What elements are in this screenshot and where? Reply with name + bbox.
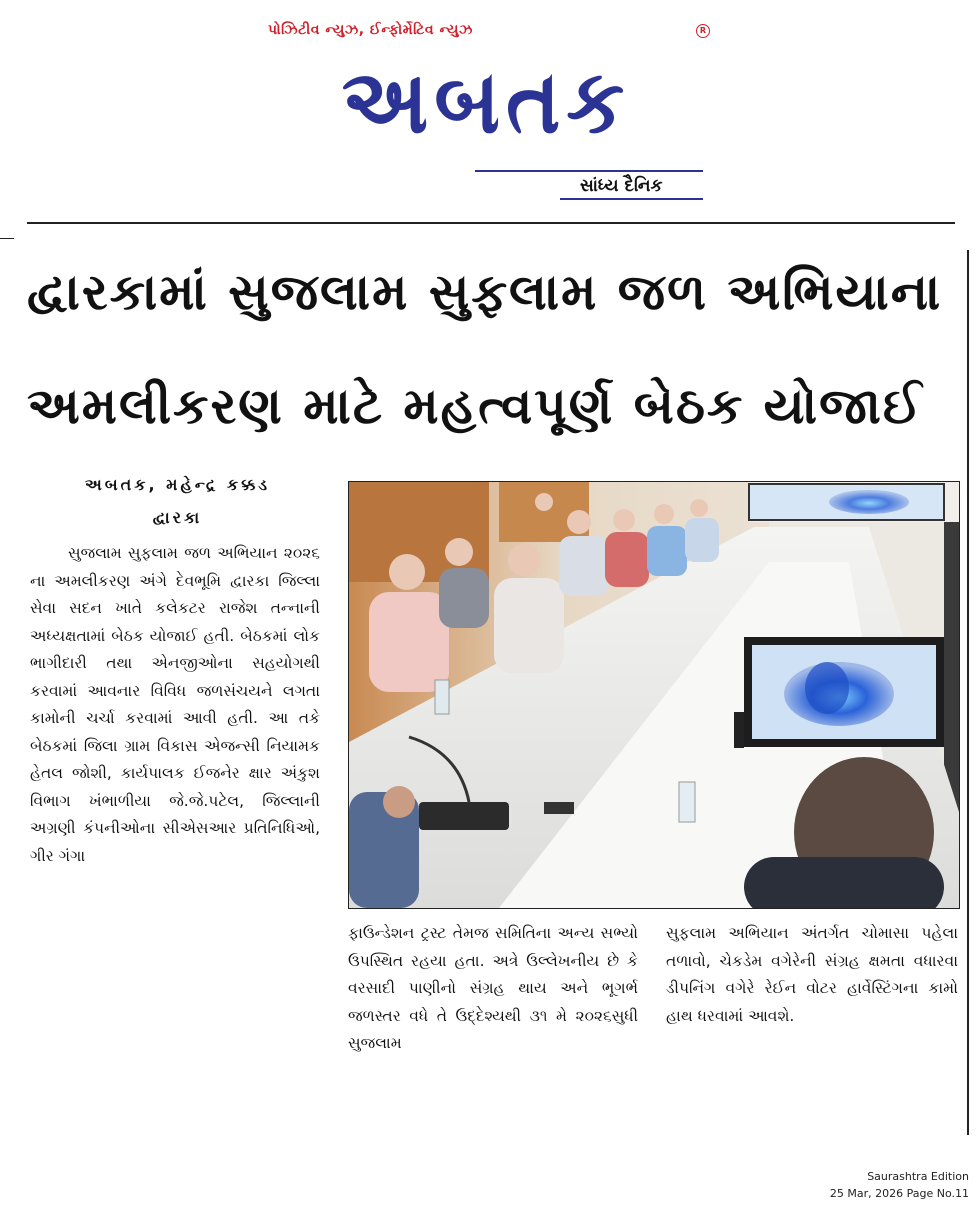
logo-underline: [475, 170, 703, 172]
subtitle-underline: [560, 198, 703, 200]
margin-tick: [0, 238, 14, 239]
article-column-2: ફાઉન્ડેશન ટ્રસ્ટ તેમજ સમિતિના અન્ય સભ્યો ઉપસ્થિત રહયા હતા. અત્રે ઉલ્લેખનીય છે કે વરસાદી પાણીનો સંગ્રહ થાય અને ભૂગર્ભ જળસ્તર વધે તે ઉદ્દેશ્યથી ૩૧ મે ૨૦૨૬સુધી સુજલામ: [348, 924, 638, 1052]
byline: અબતક, મહેન્દ્ર કક્કડ: [84, 475, 271, 494]
edition-info: [830, 1168, 969, 1202]
meeting-room-photo: [349, 482, 959, 908]
header-divider: [27, 222, 955, 224]
masthead-subtitle: સાંધ્ય દૈનિક: [580, 176, 663, 196]
dateline: દ્વારકા: [152, 508, 203, 527]
newspaper-logo: અબતક: [341, 51, 631, 154]
headline-line-1: દ્વારકામાં સુજલામ સુફલામ જળ અભિયાના: [27, 263, 943, 321]
edition-date-page: 25 Mar, 2026 Page No.11: [829, 1187, 969, 1200]
article-column-1: સુજલામ સુફલામ જળ અભિયાન ૨૦૨૬ ના અમલીકરણ અંગે દેવભૂમિ દ્વારકા જિલ્લા સેવા સદન ખાતે કલેકટર રાજેશ તન્નાની અધ્યક્ષતામાં બેઠક યોજાઈ હતી. બેઠકમાં લોક ભાગીદારી તથા એનજીઓના સહયોગથી કરવામાં આવનાર વિવિધ જળસંચયને લગતા કામોની ચર્ચા કરવામાં આવી હતી. આ તકે બેઠકમાં જિલા ગ્રામ વિકાસ એજન્સી નિયામક હેતલ જોશી, કાર્યપાલક ઈજનેર ક્ષાર અંકુશ વિભાગ ખંભાળીયા જે.જે.પટેલ, જિલ્લાની અગ્રણી કંપનીઓના સીએસઆર પ્રતિનિધિઓ, ગીર ગંગા: [30, 544, 320, 865]
article-photo: [348, 481, 960, 909]
registered-trademark-icon: R: [696, 24, 710, 38]
edition-name: Saurashtra Edition: [867, 1170, 969, 1183]
article-column-3: સુફલામ અભિયાન અંતર્ગત ચોમાસા પહેલા તળાવો, ચેકડેમ વગેરેની સંગ્રહ ક્ષમતા વધારવા ડીપનિંગ વગેરે રેઈન વોટર હાર્વેસ્ટિંગના કામો હાથ ધરવામાં આવશે.: [666, 924, 958, 1025]
masthead-tagline: પોઝિટીવ ન્યુઝ, ઈન્ફોર્મેટિવ ન્યુઝ: [268, 22, 473, 38]
headline-line-2: અમલીકરણ માટે મહત્વપૂર્ણ બેઠક યોજાઈ: [27, 377, 924, 435]
column-border-right: [967, 250, 969, 1135]
